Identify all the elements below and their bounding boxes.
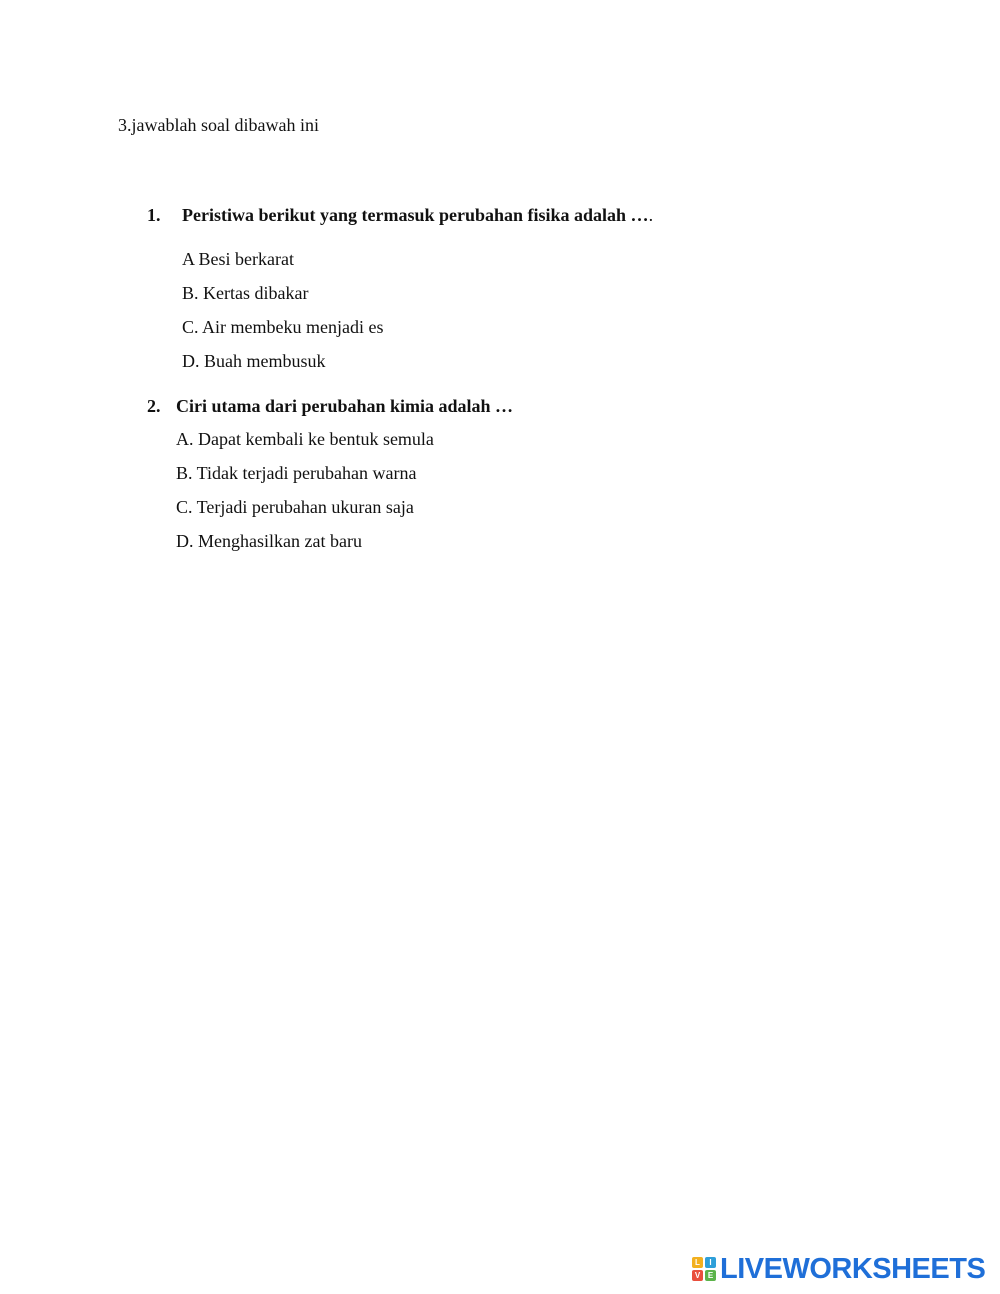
logo-cell-l: L — [692, 1257, 703, 1268]
question-text-trail: . — [648, 205, 654, 225]
answer-option-2b[interactable]: B. Tidak terjadi perubahan warna — [176, 463, 417, 483]
answer-option-2a[interactable]: A. Dapat kembali ke bentuk semula — [176, 429, 434, 449]
brand-name: LIVEWORKSHEETS — [720, 1253, 986, 1285]
logo-grid-icon — [692, 1257, 716, 1281]
question-text — [176, 395, 513, 417]
liveworksheets-logo — [692, 1254, 985, 1284]
instruction-text: 3.jawablah soal dibawah ini — [118, 115, 319, 135]
answer-option-1b[interactable]: B. Kertas dibakar — [182, 283, 309, 303]
question-text-main: Ciri utama dari perubahan kimia adalah … — [176, 396, 514, 416]
question-number: 2. — [147, 396, 161, 416]
logo-cell-v: V — [692, 1270, 703, 1281]
question-number: 1. — [147, 205, 161, 225]
answer-option-2c[interactable]: C. Terjadi perubahan ukuran saja — [176, 497, 414, 517]
answer-option-1d[interactable]: D. Buah membusuk — [182, 351, 326, 371]
question-text — [182, 204, 653, 226]
question-text-main: Peristiwa berikut yang termasuk perubahan fisika adalah … — [182, 205, 649, 225]
logo-cell-e: E — [705, 1270, 716, 1281]
answer-option-1c[interactable]: C. Air membeku menjadi es — [182, 317, 384, 337]
logo-cell-i: I — [705, 1257, 716, 1268]
answer-option-1a[interactable]: A Besi berkarat — [182, 249, 294, 269]
answer-option-2d[interactable]: D. Menghasilkan zat baru — [176, 531, 362, 551]
